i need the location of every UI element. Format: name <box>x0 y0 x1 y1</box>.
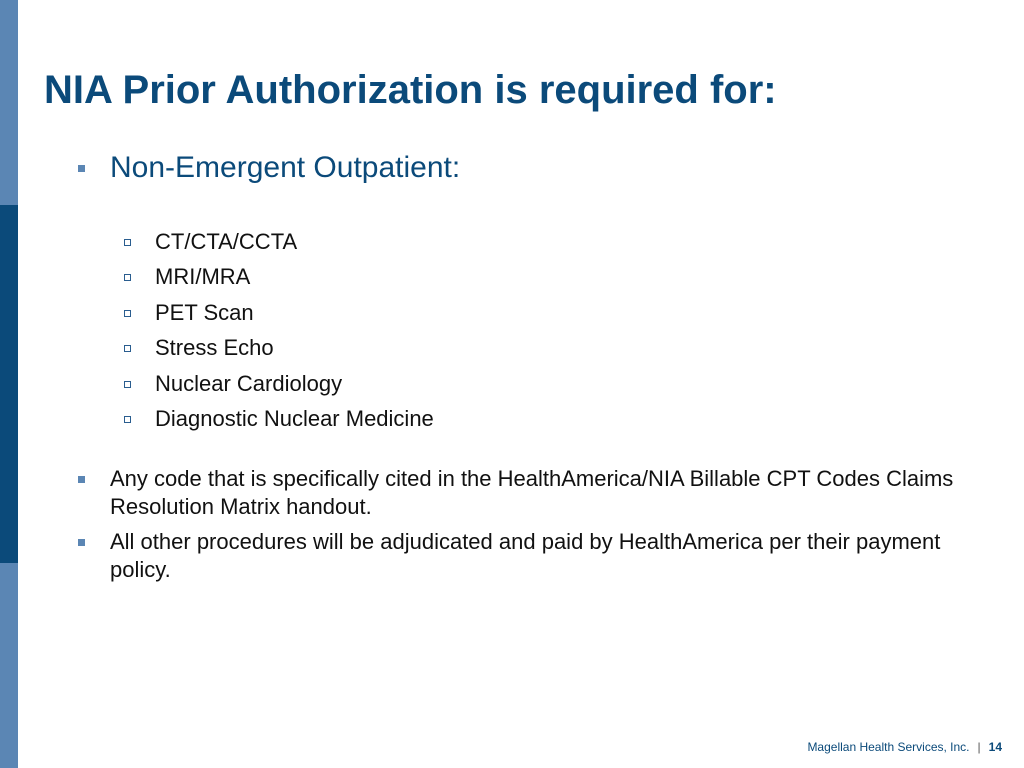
hollow-square-bullet-icon <box>124 381 131 388</box>
list-item <box>124 405 724 440</box>
bullet-text: All other procedures will be adjudicated and paid by HealthAmerica per their payment policy. <box>110 529 941 582</box>
list-item-label: Stress Echo <box>155 335 274 361</box>
square-bullet-icon <box>78 476 85 483</box>
bullet-other-procedures <box>78 528 978 586</box>
hollow-square-bullet-icon <box>124 274 131 281</box>
bullet-cpt-codes <box>78 465 978 523</box>
left-accent-bar <box>0 0 18 768</box>
section-heading: Non-Emergent Outpatient: <box>110 151 461 184</box>
bullet-text: Any code that is specifically cited in the HealthAmerica/NIA Billable CPT Codes Claims Resolution Matrix handout. <box>110 466 954 519</box>
list-item-label: CT/CTA/CCTA <box>155 229 298 254</box>
list-item <box>124 370 724 405</box>
list-item <box>124 334 724 369</box>
slide-title: NIA Prior Authorization is required for: <box>44 68 777 112</box>
footer-separator: | <box>977 740 981 754</box>
modality-list <box>124 228 724 440</box>
slide-footer <box>807 740 1002 754</box>
page-number: 14 <box>988 740 1002 754</box>
list-item <box>124 228 724 263</box>
list-item-label: MRI/MRA <box>155 264 251 290</box>
hollow-square-bullet-icon <box>124 416 131 423</box>
list-item-label: PET Scan <box>155 299 254 325</box>
hollow-square-bullet-icon <box>124 345 131 352</box>
list-item <box>124 263 724 298</box>
bullet-non-emergent <box>78 150 978 190</box>
hollow-square-bullet-icon <box>124 239 131 246</box>
list-item-label: Nuclear Cardiology <box>155 370 343 396</box>
list-item <box>124 299 724 334</box>
accent-bar-middle-segment <box>0 205 18 563</box>
company-name: Magellan Health Services, Inc. <box>807 740 970 754</box>
square-bullet-icon <box>78 165 85 172</box>
square-bullet-icon <box>78 539 85 546</box>
list-item-label: Diagnostic Nuclear Medicine <box>155 405 434 431</box>
accent-bar-top-segment <box>0 0 18 205</box>
accent-bar-bottom-segment <box>0 563 18 768</box>
hollow-square-bullet-icon <box>124 310 131 317</box>
